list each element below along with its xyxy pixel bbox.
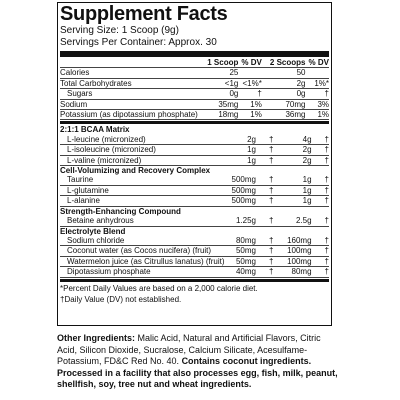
amount-1-scoop: 2g <box>225 135 256 145</box>
dv-2-scoops <box>305 68 329 78</box>
amount-2-scoops: 1g <box>273 175 311 185</box>
amount-2-scoops: 80mg <box>273 267 311 277</box>
nutrient-row <box>60 256 329 266</box>
amount-1-scoop: 18mg <box>204 110 238 120</box>
amount-1-scoop: 0g <box>204 89 238 99</box>
other-ingredients-label: Other Ingredients: <box>57 333 136 343</box>
section-header: Strength-Enhancing Compound <box>60 206 181 216</box>
ingredient-name: Dipotassium phosphate <box>60 267 225 277</box>
medium-divider <box>60 121 329 124</box>
nutrient-rows <box>60 68 329 120</box>
amount-2-scoops: 4g <box>273 135 311 145</box>
ingredient-name: L-isoleucine (micronized) <box>60 145 225 155</box>
ingredient-name: Sugars <box>60 89 204 99</box>
amount-2-scoops: 2.5g <box>273 216 311 226</box>
ingredient-name: L-leucine (micronized) <box>60 135 225 145</box>
dv-1-scoop: † <box>256 135 273 145</box>
dv-1-scoop: † <box>256 155 273 165</box>
col-1-scoop: 1 Scoop <box>204 58 238 68</box>
dv-2-scoops: † <box>312 185 329 195</box>
other-ingredients <box>57 333 342 391</box>
col-dv-2: % DV <box>305 58 329 68</box>
section-header: Cell-Volumizing and Recovery Complex <box>60 166 211 176</box>
amount-2-scoops: 36mg <box>262 110 306 120</box>
dv-1-scoop: † <box>256 145 273 155</box>
nutrient-row <box>60 110 329 120</box>
dv-2-scoops: † <box>312 175 329 185</box>
panel-title: Supplement Facts <box>60 3 228 25</box>
column-header-row <box>60 58 329 68</box>
dv-2-scoops: 1% <box>305 110 329 120</box>
nutrient-row <box>60 135 329 145</box>
amount-1-scoop: 1g <box>225 155 256 165</box>
amount-2-scoops: 2g <box>273 155 311 165</box>
amount-2-scoops: 2g <box>262 78 306 88</box>
ingredient-name: Potassium (as dipotassium phosphate) <box>60 110 204 120</box>
amount-1-scoop: 1.25g <box>225 216 256 226</box>
dv-1-scoop <box>238 68 261 78</box>
dv-2-scoops: † <box>312 216 329 226</box>
ingredient-name: Sodium <box>60 99 204 109</box>
dv-1-scoop: † <box>256 256 273 266</box>
dv-2-scoops: † <box>312 196 329 206</box>
footnote-not-established: †Daily Value (DV) not established. <box>60 294 182 304</box>
dv-2-scoops: † <box>312 256 329 266</box>
dv-2-scoops: † <box>312 145 329 155</box>
ingredient-name: Total Carbohydrates <box>60 78 204 88</box>
dv-1-scoop: <1%* <box>238 78 261 88</box>
supplement-facts-panel <box>57 2 332 326</box>
footnote-dv: *Percent Daily Values are based on a 2,000 calorie diet. <box>60 283 258 293</box>
dv-1-scoop: † <box>256 267 273 277</box>
amount-2-scoops: 70mg <box>262 99 306 109</box>
amount-2-scoops: 2g <box>273 145 311 155</box>
dv-2-scoops: † <box>312 236 329 246</box>
amount-2-scoops: 1g <box>273 185 311 195</box>
dv-2-scoops: 1%* <box>305 78 329 88</box>
ingredient-name: L-alanine <box>60 196 225 206</box>
amount-2-scoops: 50 <box>262 68 306 78</box>
col-2-scoops: 2 Scoops <box>262 58 306 68</box>
section-header-row <box>60 206 329 216</box>
ingredient-name: Coconut water (as Cocos nucifera) (fruit) <box>60 246 225 256</box>
amount-2-scoops: 100mg <box>273 256 311 266</box>
section-header-row <box>60 125 329 134</box>
ingredient-name: Betaine anhydrous <box>60 216 225 226</box>
nutrient-row <box>60 246 329 256</box>
other-ingredients-text: Malic Acid, Natural and Artificial Flavors, Citric Acid, Silicon Dioxide, Sucralose, Calcium Silicate, Acesulfame-Potassium, FD&C Red No. 40. <box>57 333 321 367</box>
dv-2-scoops: 3% <box>305 99 329 109</box>
amount-1-scoop: 80mg <box>225 236 256 246</box>
dv-2-scoops: † <box>312 267 329 277</box>
amount-1-scoop: 500mg <box>225 185 256 195</box>
dv-1-scoop: 1% <box>238 110 261 120</box>
ingredient-table <box>60 125 329 277</box>
nutrient-row <box>60 145 329 155</box>
nutrient-row <box>60 185 329 195</box>
ingredient-name: L-valine (micronized) <box>60 155 225 165</box>
amount-1-scoop: 1g <box>225 145 256 155</box>
amount-2-scoops: 160mg <box>273 236 311 246</box>
thick-divider <box>60 51 329 57</box>
amount-1-scoop: 40mg <box>225 267 256 277</box>
allergen-statement: Contains coconut ingredients. Processed in a facility that also processes egg, fish, milk, peanut, shellfish, soy, tree nut and wheat ingredients. <box>57 356 338 390</box>
amount-1-scoop: 50mg <box>225 246 256 256</box>
nutrient-row <box>60 267 329 277</box>
ingredient-name: L-glutamine <box>60 185 225 195</box>
ingredient-name: Watermelon juice (as Citrullus lanatus) (fruit) <box>60 256 225 266</box>
col-dv-1: % DV <box>238 58 261 68</box>
footnote-divider <box>60 279 329 282</box>
nutrient-row <box>60 68 329 78</box>
dv-2-scoops: † <box>312 135 329 145</box>
dv-1-scoop: † <box>256 196 273 206</box>
nutrient-table <box>60 58 329 120</box>
amount-1-scoop: 35mg <box>204 99 238 109</box>
nutrient-row <box>60 78 329 88</box>
nutrient-row <box>60 175 329 185</box>
dv-1-scoop: † <box>256 185 273 195</box>
section-header: 2:1:1 BCAA Matrix <box>60 125 130 135</box>
nutrient-row <box>60 89 329 99</box>
ingredient-sections <box>60 125 329 277</box>
section-header-row <box>60 166 329 176</box>
amount-1-scoop: <1g <box>204 78 238 88</box>
amount-2-scoops: 1g <box>273 196 311 206</box>
section-header: Electrolyte Blend <box>60 226 126 236</box>
amount-1-scoop: 50mg <box>225 256 256 266</box>
dv-2-scoops: † <box>312 155 329 165</box>
amount-1-scoop: 25 <box>204 68 238 78</box>
dv-1-scoop: † <box>256 175 273 185</box>
nutrient-row <box>60 236 329 246</box>
ingredient-name: Calories <box>60 68 204 78</box>
nutrient-row <box>60 216 329 226</box>
nutrient-row <box>60 196 329 206</box>
dv-1-scoop: 1% <box>238 99 261 109</box>
dv-1-scoop: † <box>256 216 273 226</box>
dv-2-scoops: † <box>312 246 329 256</box>
servings-per-container: Servings Per Container: Approx. 30 <box>60 37 217 48</box>
amount-2-scoops: 100mg <box>273 246 311 256</box>
nutrient-row <box>60 155 329 165</box>
nutrient-row <box>60 99 329 109</box>
dv-2-scoops: † <box>305 89 329 99</box>
amount-2-scoops: 0g <box>262 89 306 99</box>
section-header-row <box>60 226 329 236</box>
dv-1-scoop: † <box>256 236 273 246</box>
amount-1-scoop: 500mg <box>225 196 256 206</box>
serving-size: Serving Size: 1 Scoop (9g) <box>60 25 179 36</box>
dv-1-scoop: † <box>238 89 261 99</box>
ingredient-name: Taurine <box>60 175 225 185</box>
amount-1-scoop: 500mg <box>225 175 256 185</box>
ingredient-name: Sodium chloride <box>60 236 225 246</box>
dv-1-scoop: † <box>256 246 273 256</box>
